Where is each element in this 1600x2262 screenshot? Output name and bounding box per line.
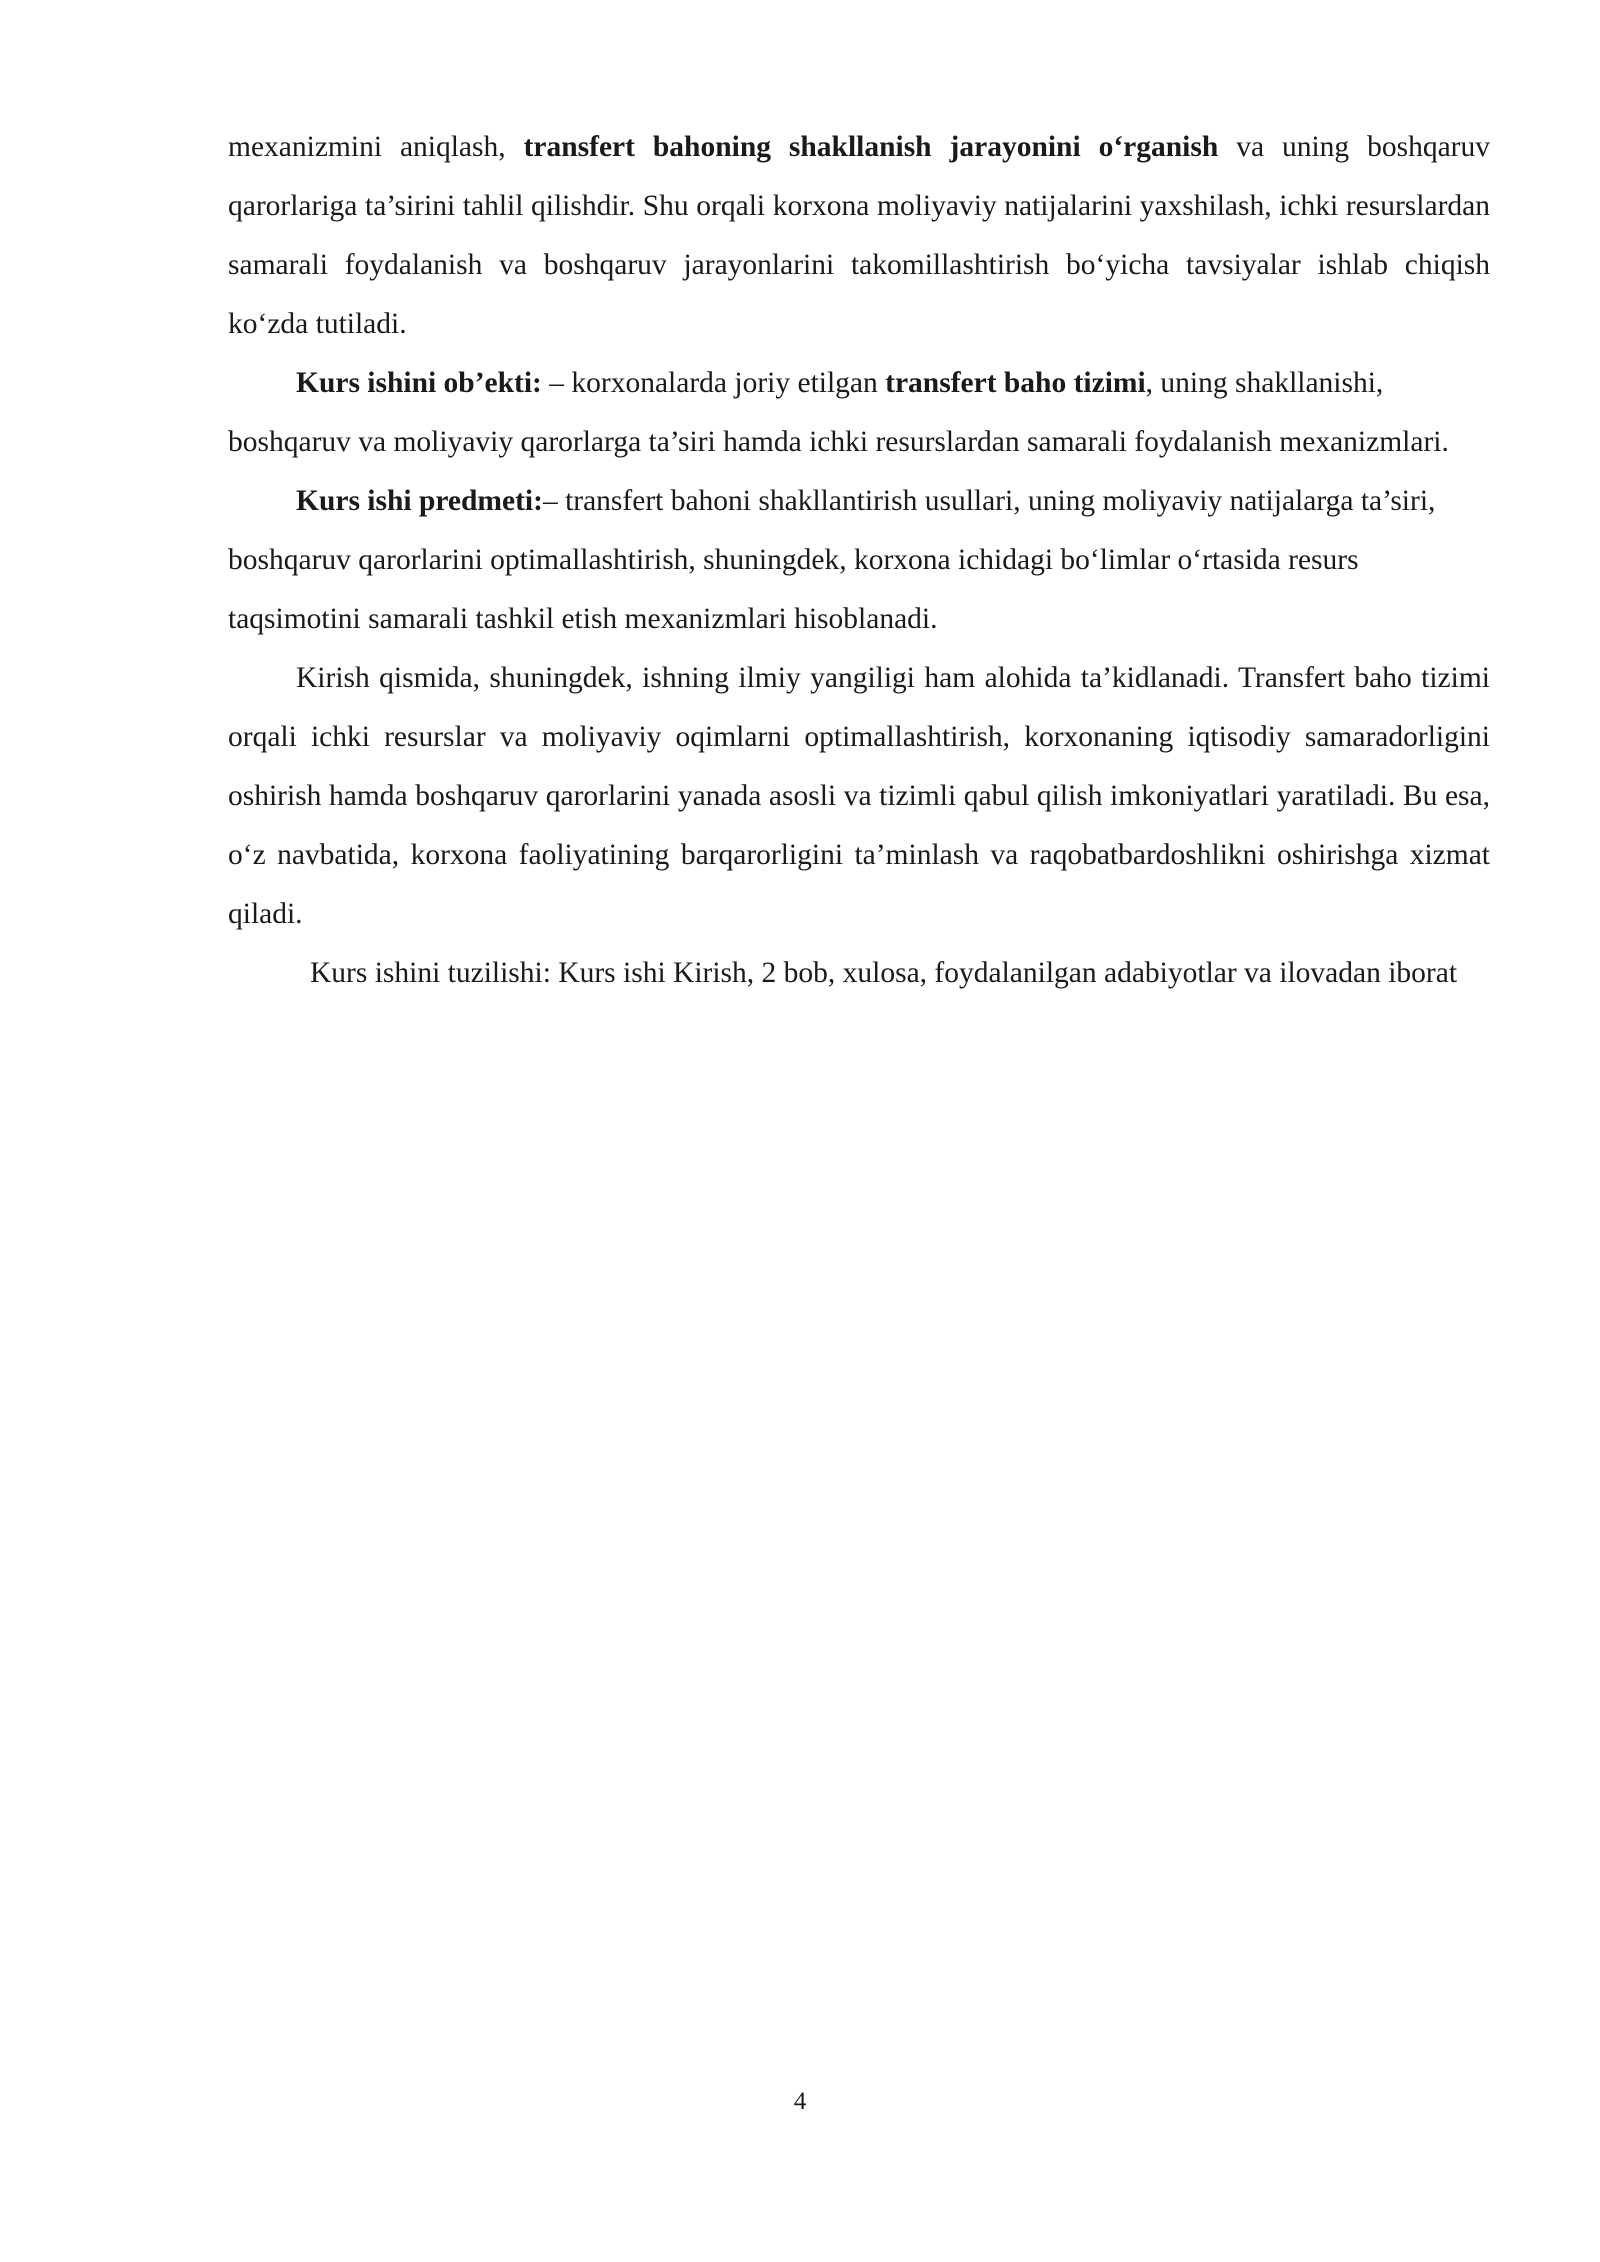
paragraph-structure: [228, 944, 1490, 1003]
paragraph-object: [228, 354, 1490, 472]
emphasis-run: Kurs ishini ob’ekti:: [296, 367, 542, 399]
emphasis-run: Kurs ishi predmeti:: [296, 485, 543, 517]
emphasis-run: transfert baho tizimi: [885, 367, 1146, 399]
paragraph-intro-goal: [228, 118, 1490, 354]
emphasis-run: transfert bahoning shakllanish jarayonini o‘rganish: [523, 131, 1219, 163]
paragraph-subject: [228, 472, 1490, 649]
paragraph-novelty: [228, 649, 1490, 944]
text-run: – korxonalarda joriy etilgan: [541, 367, 886, 399]
text-run: Kurs ishini tuzilishi: Kurs ishi Kirish, 2 bob, xulosa, foydalanilgan adabiyotlar va ilovadan iborat: [310, 957, 1458, 989]
text-run: mexanizmini aniqlash,: [228, 131, 524, 163]
text-run: Kirish qismida, shuningdek, ishning ilmiy yangiligi ham alohida ta’kidlanadi. Transfert baho tizimi orqali ichki resurslar va moliyaviy oqimlarni optimallashtirish, korxonaning iqtisodiy samaradorligini oshirish hamda boshqaruv qarorlarini yanada asosli va tizimli qabul qilish imkoniyatlari yaratiladi. Bu esa, o‘z navbatida, korxona faoliyatining barqarorligini ta’minlash va raqobatbardoshlikni oshirishga xizmat qiladi.: [228, 662, 1490, 930]
text-run: – transfert bahoni shakllantirish usullari, uning moliyaviy natijalarga ta’siri, boshqaruv qarorlarini optimallashtirish, shuningdek, korxona ichidagi bo‘limlar o‘rtasida resurs taqsimotini samarali tashkil etish mexanizmlari hisoblanadi.: [228, 485, 1436, 635]
text-run: va uning boshqaruv qarorlariga ta’sirini tahlil qilishdir. Shu orqali korxona moliyaviy natijalarini yaxshilash, ichki resurslardan samarali foydalanish va boshqaruv jarayonlarini takomillashtirish bo‘yicha tavsiyalar ishlab chiqish ko‘zda tutiladi.: [228, 131, 1490, 340]
text-run: , uning shakllanishi, boshqaruv va moliyaviy qarorlarga ta’siri hamda ichki resurslardan samarali foydalanish mexanizmlari.: [228, 367, 1449, 458]
page-number: 4: [793, 2088, 807, 2115]
page-body-text: [228, 118, 1490, 1003]
